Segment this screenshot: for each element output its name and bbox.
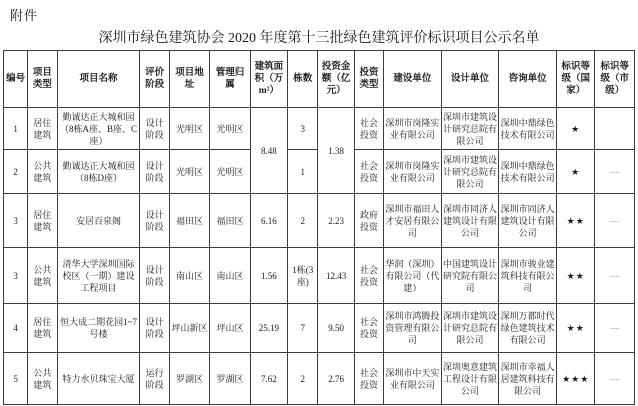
table-cell: 2 <box>4 150 28 194</box>
table-cell: 公共建筑 <box>28 353 57 405</box>
column-header: 管理归属 <box>210 51 250 108</box>
table-cell: 中国建筑设计研究院有限公司 <box>441 248 499 304</box>
table-cell: 社会投资 <box>354 304 383 353</box>
table-cell: 12.43 <box>318 248 354 304</box>
table-cell: 设计阶段 <box>140 248 169 304</box>
table-cell: 7.62 <box>250 353 287 405</box>
table-cell: 深圳市中天实业有限公司 <box>384 353 442 405</box>
table-cell: 深圳市建筑设计研究总院有限公司 <box>441 108 499 150</box>
table-cell: 深圳市同济人建筑设计有限公司 <box>441 194 499 248</box>
table-cell: 勤诚达正大城和园（8栋D座） <box>57 150 140 194</box>
table-cell: 深圳市建筑设计研究总院有限公司 <box>441 150 499 194</box>
table-row <box>4 248 635 304</box>
table-cell: 运行阶段 <box>140 353 169 405</box>
column-header: 项目类型 <box>28 51 57 108</box>
table-cell: 居住建筑 <box>28 304 57 353</box>
table-cell: — <box>595 353 635 405</box>
table-cell: 深圳市福田人才安居有限公司 <box>384 194 442 248</box>
table-cell: 7 <box>288 304 318 353</box>
table-cell: 深圳市幸福人居建筑科技有限公司 <box>499 353 557 405</box>
table-cell: 勤诚达正大城和园（8栋A座、B座、C座） <box>57 108 140 150</box>
table-cell: 深圳市骏业建筑科技有限公司 <box>499 248 557 304</box>
table-cell: 光明区 <box>210 150 250 194</box>
table-cell: 政府投资 <box>354 194 383 248</box>
table-cell: 1.56 <box>250 248 287 304</box>
table-row <box>4 194 635 248</box>
table-row <box>4 353 635 405</box>
table-cell: 3 <box>288 108 318 150</box>
table-cell: 设计阶段 <box>140 194 169 248</box>
table-cell: 1栋(3座) <box>288 248 318 304</box>
table-cell: 光明区 <box>169 108 209 150</box>
table-cell: 坪山区 <box>210 304 250 353</box>
table-cell: ★★ <box>556 194 594 248</box>
table-row <box>4 304 635 353</box>
column-header: 项目地址 <box>169 51 209 108</box>
table-cell: 光明区 <box>169 150 209 194</box>
table-cell: 2.76 <box>318 353 354 405</box>
table-cell: 2.23 <box>318 194 354 248</box>
table-cell: 1.38 <box>318 108 354 194</box>
table-cell: 公共建筑 <box>28 150 57 194</box>
table-cell: 安居百泉阁 <box>57 194 140 248</box>
table-cell: 深圳市同济人建筑设计有限公司 <box>499 194 557 248</box>
table-cell: 1 <box>4 108 28 150</box>
column-header: 建筑面积（万m²） <box>250 51 287 108</box>
table-cell: 4 <box>4 304 28 353</box>
table-cell: 深圳市建筑设计研究总院有限公司 <box>441 304 499 353</box>
table-cell: 深圳市岗隆实业有限公司 <box>384 108 442 150</box>
table-cell: 6.16 <box>250 194 287 248</box>
table-cell: 深圳中鼎绿色技术有限公司 <box>499 150 557 194</box>
column-header: 栋数 <box>288 51 318 108</box>
table-cell: 特力水贝珠宝大厦 <box>57 353 140 405</box>
column-header: 标识等级（市级） <box>595 51 635 108</box>
table-cell: 恒大成二期花园1~7号楼 <box>57 304 140 353</box>
table-cell: 居住建筑 <box>28 194 57 248</box>
table-cell: 深圳中鼎绿色技术有限公司 <box>499 108 557 150</box>
table-cell: 福田区 <box>210 194 250 248</box>
table-header-row <box>4 51 635 108</box>
table-cell: 公共建筑 <box>28 248 57 304</box>
column-header: 咨询单位 <box>499 51 557 108</box>
projects-table <box>3 50 635 405</box>
table-cell: 南山区 <box>210 248 250 304</box>
table-row <box>4 108 635 150</box>
page-title: 深圳市绿色建筑协会 2020 年度第十三批绿色建筑评价标识项目公示名单 <box>98 31 540 46</box>
table-cell: ★★ <box>556 304 594 353</box>
table-cell: 社会投资 <box>354 150 383 194</box>
table-cell: ★ <box>556 150 594 194</box>
table-cell: 罗湖区 <box>210 353 250 405</box>
table-cell: ★ <box>556 108 594 150</box>
table-cell: 8.48 <box>250 108 287 194</box>
table-cell: — <box>595 150 635 194</box>
table-cell: 3 <box>4 248 28 304</box>
column-header: 编号 <box>4 51 28 108</box>
table-cell: 3 <box>4 194 28 248</box>
table-cell: 深圳奥意建筑工程设计有限公司 <box>441 353 499 405</box>
column-header: 设计单位 <box>441 51 499 108</box>
table-cell: — <box>595 304 635 353</box>
table-cell: 深圳万都时代绿色建筑技术有限公司 <box>499 304 557 353</box>
table-cell: 1 <box>288 150 318 194</box>
table-cell: 设计阶段 <box>140 304 169 353</box>
table-cell <box>595 108 635 150</box>
table-cell: 25.19 <box>250 304 287 353</box>
table-cell: 坪山新区 <box>169 304 209 353</box>
table-cell: 设计阶段 <box>140 108 169 150</box>
column-header: 投资类型 <box>354 51 383 108</box>
table-cell: 华润（深圳）有限公司（代建） <box>384 248 442 304</box>
table-cell: 居住建筑 <box>28 108 57 150</box>
table-cell: ★★ <box>556 248 594 304</box>
table-cell: 设计阶段 <box>140 150 169 194</box>
table-cell: 社会投资 <box>354 248 383 304</box>
table-cell: 光明区 <box>210 108 250 150</box>
column-header: 评价阶段 <box>140 51 169 108</box>
attachment-label: 附件 <box>10 8 39 23</box>
table-cell: 南山区 <box>169 248 209 304</box>
table-cell: 福田区 <box>169 194 209 248</box>
table-cell: 9.50 <box>318 304 354 353</box>
table-cell: 深圳市岗隆实业有限公司 <box>384 150 442 194</box>
table-cell: 深圳市鸿腾投资管理有限公司 <box>384 304 442 353</box>
column-header: 标识等级（国家） <box>556 51 594 108</box>
table-cell: 5 <box>4 353 28 405</box>
table-cell: 清华大学深圳国际校区（一期）建设工程项目 <box>57 248 140 304</box>
column-header: 项目名称 <box>57 51 140 108</box>
table-cell: — <box>595 194 635 248</box>
column-header: 投资金额（亿元） <box>318 51 354 108</box>
table-cell: — <box>595 248 635 304</box>
table-cell: 2 <box>288 353 318 405</box>
table-cell: 2 <box>288 194 318 248</box>
table-cell: 社会投资 <box>354 108 383 150</box>
column-header: 建设单位 <box>384 51 442 108</box>
table-cell: 社会投资 <box>354 353 383 405</box>
table-cell: ★★★ <box>556 353 594 405</box>
table-cell: 罗湖区 <box>169 353 209 405</box>
